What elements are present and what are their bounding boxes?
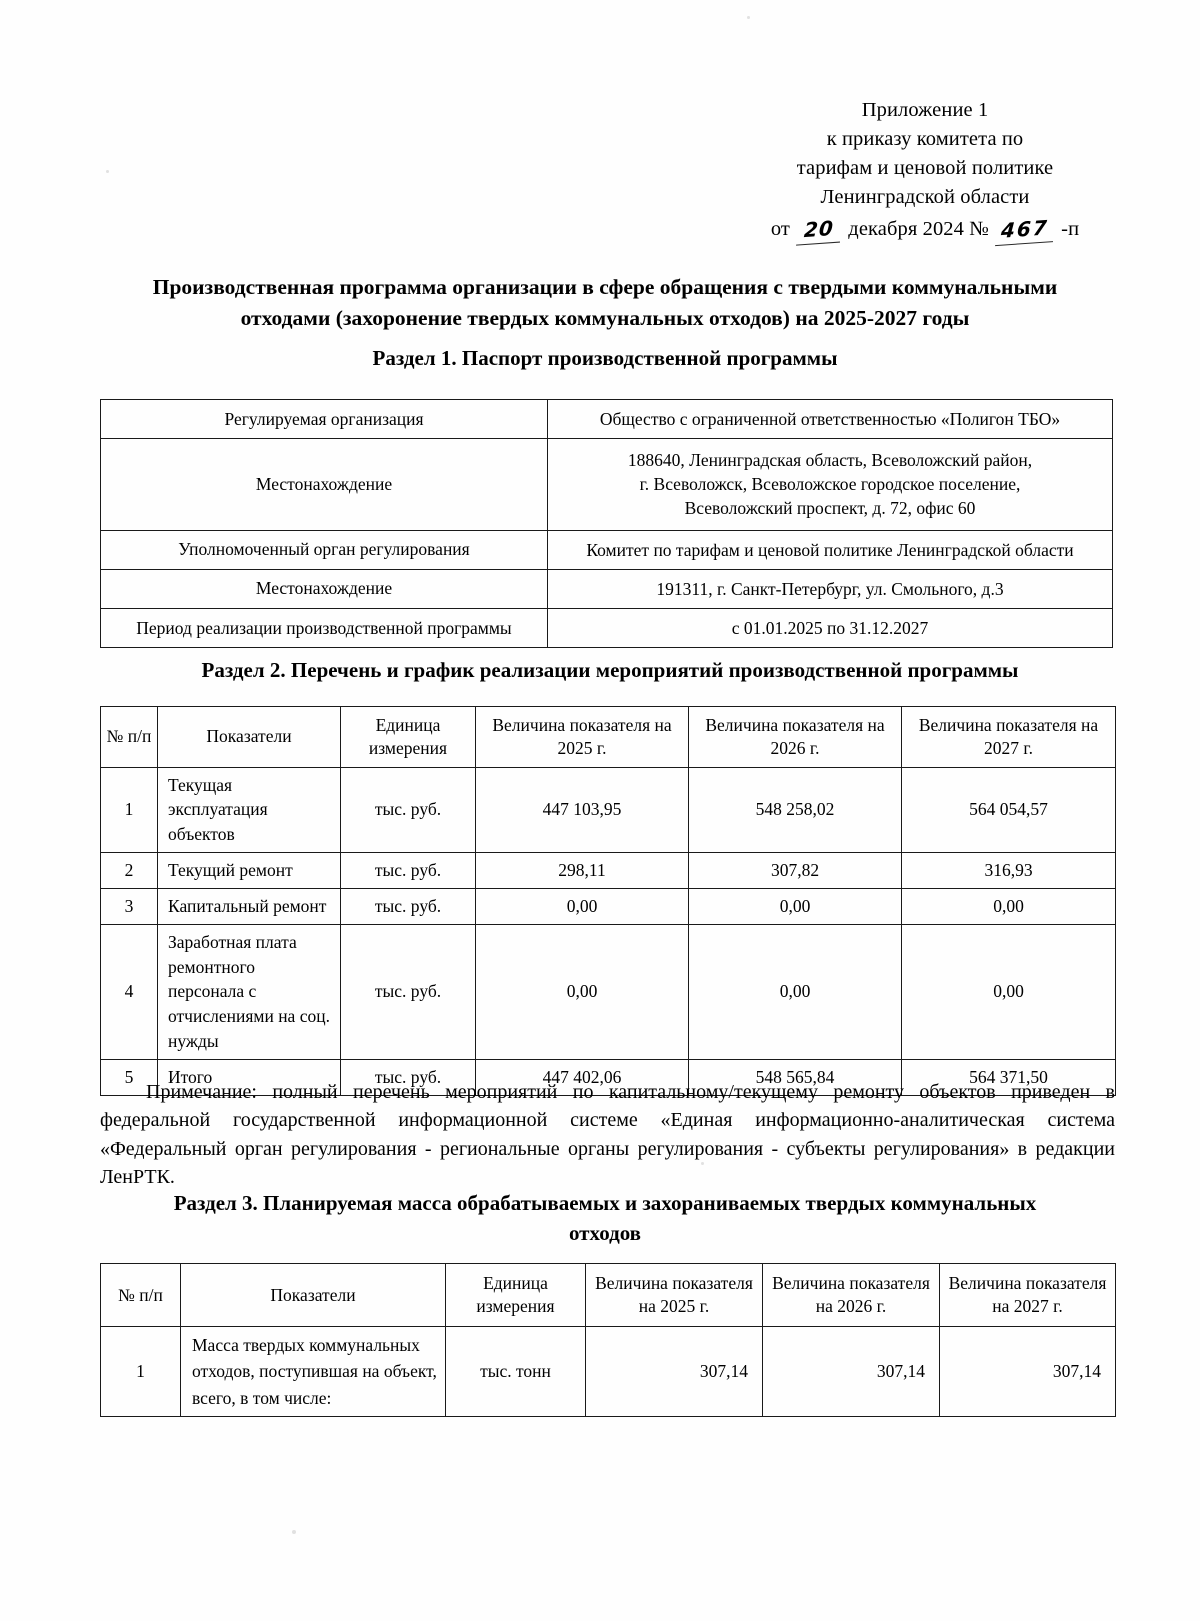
table-row — [101, 767, 1116, 853]
row-number: 1 — [101, 767, 158, 853]
row-indicator-line: персонала с — [168, 981, 257, 1002]
row-indicator — [158, 888, 341, 924]
passport-label: Регулируемая организация — [101, 400, 548, 439]
passport-label: Местонахождение — [101, 569, 548, 608]
document-header — [690, 96, 1160, 245]
table-row — [101, 888, 1116, 924]
row-indicator-line: ремонтного — [168, 956, 255, 977]
row-number: 1 — [101, 1327, 181, 1417]
row-value-2025: 447 402,06 — [476, 1059, 689, 1095]
row-number: 5 — [101, 1059, 158, 1095]
passport-value-line: Всеволожский проспект, д. 72, офис 60 — [684, 498, 976, 519]
row-indicator-line: объектов — [168, 824, 235, 845]
col-header-unit-line: Единица — [483, 1273, 548, 1293]
col-header-2026-line: г. — [876, 1296, 887, 1317]
passport-table-body — [101, 400, 1113, 648]
col-header-2025-line: г. — [699, 1296, 710, 1317]
document-title-line-2: отходами (захоронение твердых коммунальных отходов) на 2025-2027 годы — [240, 306, 970, 331]
passport-value-line: г. Всеволожск, Всеволожское городское поселение, — [639, 474, 1021, 495]
col-header-2026 — [689, 707, 902, 768]
col-header-no: № п/п — [101, 1264, 181, 1327]
col-header-2025-line: показателя на 2025 — [638, 1273, 753, 1317]
col-header-2027-line: Величина показателя — [918, 715, 1077, 735]
section-2-heading: Раздел 2. Перечень и график реализации мероприятий производственной программы — [201, 658, 1019, 682]
passport-table — [100, 399, 1113, 648]
row-indicator-line: Масса твердых — [192, 1335, 305, 1356]
order-reference-line-3: Ленинградской области — [820, 186, 1030, 209]
col-header-2025-line: Величина показателя — [492, 715, 651, 735]
row-value-2027: 0,00 — [902, 924, 1116, 1059]
section-3-heading-line-2: отходов — [568, 1220, 642, 1245]
row-value-2027: 307,14 — [940, 1327, 1116, 1417]
table-row — [101, 400, 1113, 439]
note-paragraph: Примечание: полный перечень мероприятий по капитальному/текущему ремонту объектов приведен в федеральной государственной информационной системе «Единая информационно-аналитическая система «Федеральный орган регулирования - региональные органы регулирования - субъекты регулирования» в редакции ЛенРТК. — [100, 1081, 1115, 1189]
row-value-2026: 0,00 — [689, 924, 902, 1059]
row-number: 3 — [101, 888, 158, 924]
col-header-2026-line: Величина — [772, 1273, 845, 1293]
row-value-2026: 548 258,02 — [689, 767, 902, 853]
col-header-2025 — [476, 707, 689, 768]
row-indicator-line: коммунальных отходов, — [192, 1335, 420, 1382]
order-number-sign: № — [969, 218, 989, 241]
order-date-number-line — [690, 214, 1160, 244]
passport-value — [548, 569, 1113, 608]
col-header-indicator: Показатели — [181, 1264, 446, 1327]
scan-speck — [292, 1530, 296, 1534]
row-value-2027: 0,00 — [902, 888, 1116, 924]
row-indicator-line: ремонт — [273, 895, 327, 916]
row-value-2025: 0,00 — [476, 924, 689, 1059]
row-value-2026: 0,00 — [689, 888, 902, 924]
passport-label: Уполномоченный орган регулирования — [101, 530, 548, 569]
measures-table-body — [101, 767, 1116, 1095]
section-1-heading: Раздел 1. Паспорт производственной программы — [372, 346, 838, 370]
row-indicator-line: Текущая — [168, 774, 233, 795]
order-reference-line-2: тарифам и ценовой политике — [796, 157, 1054, 180]
row-value-2027: 564 054,57 — [902, 767, 1116, 853]
passport-value-line: 191311, г. Санкт-Петербург, ул. Смольного, д.3 — [656, 578, 1004, 599]
row-unit: тыс. руб. — [341, 1059, 476, 1095]
order-number-suffix: -п — [1061, 218, 1080, 241]
scan-speck — [747, 16, 750, 19]
table-header-row — [101, 707, 1116, 768]
passport-value-line: с 01.01.2025 по 31.12.2027 — [731, 617, 929, 638]
passport-value — [548, 400, 1113, 439]
table-row — [101, 924, 1116, 1059]
scan-speck — [106, 170, 109, 173]
passport-value — [548, 608, 1113, 647]
row-indicator-line: всего, в том числе: — [192, 1387, 332, 1408]
row-indicator-line: Текущий ремонт — [168, 860, 293, 881]
col-header-2026 — [763, 1264, 940, 1327]
row-indicator-line: Капитальный — [168, 895, 269, 916]
col-header-no-line: № — [106, 726, 124, 747]
row-indicator-line: Заработная плата — [168, 931, 297, 952]
row-indicator-line: отчислениями на — [168, 1006, 296, 1027]
order-date-prefix: от — [770, 218, 790, 241]
mass-table-body — [101, 1327, 1116, 1417]
col-header-2025-line: Величина — [595, 1273, 668, 1293]
row-indicator — [181, 1327, 446, 1417]
row-number: 4 — [101, 924, 158, 1059]
col-header-2025-line: на 2025 г. — [557, 715, 672, 758]
col-header-unit — [446, 1264, 586, 1327]
measures-table-head — [101, 707, 1116, 768]
passport-value-line: 188640, Ленинградская область, Всеволожский район, — [627, 450, 1033, 471]
order-number-handwritten: 467 — [995, 213, 1055, 247]
row-unit: тыс. тонн — [446, 1327, 586, 1417]
col-header-no — [101, 707, 158, 768]
row-indicator — [158, 853, 341, 889]
row-indicator-line: Итого — [168, 1066, 213, 1087]
appendix-label: Приложение 1 — [861, 99, 989, 121]
col-header-indicator: Показатели — [158, 707, 341, 768]
table-row — [101, 439, 1113, 530]
passport-value-line: Общество с ограниченной ответственностью «Полигон ТБО» — [599, 409, 1061, 429]
col-header-2026-line: на 2026 г. — [770, 715, 885, 758]
row-value-2026: 548 565,84 — [689, 1059, 902, 1095]
table-row — [101, 569, 1113, 608]
measures-table — [100, 706, 1116, 1096]
row-value-2025: 0,00 — [476, 888, 689, 924]
col-header-2027-line: г. — [1053, 1296, 1063, 1317]
section-3-heading-line-1: Раздел 3. Планируемая масса обрабатываемых и захораниваемых твердых коммунальных — [173, 1191, 1037, 1215]
row-value-2026: 307,82 — [689, 853, 902, 889]
passport-value — [548, 530, 1113, 569]
table-row — [101, 853, 1116, 889]
document-title-line-1: Производственная программа организации в сфере обращения с твердыми коммунальными — [152, 275, 1058, 299]
col-header-2026-line: показателя на 2026 — [815, 1273, 930, 1317]
row-unit: тыс. руб. — [341, 924, 476, 1059]
row-indicator-line: эксплуатация — [168, 799, 268, 820]
row-indicator — [158, 924, 341, 1059]
passport-label: Период реализации производственной программы — [101, 608, 548, 647]
col-header-no-line: п/п — [127, 726, 152, 747]
mass-table-head — [101, 1264, 1116, 1327]
row-unit: тыс. руб. — [341, 888, 476, 924]
table-row — [101, 608, 1113, 647]
passport-value — [548, 439, 1113, 530]
col-header-2027-line: на 2027 г. — [984, 715, 1099, 758]
row-unit: тыс. руб. — [341, 767, 476, 853]
row-value-2027: 316,93 — [902, 853, 1116, 889]
row-unit: тыс. руб. — [341, 853, 476, 889]
col-header-unit-line: измерения — [368, 737, 448, 758]
col-header-2025 — [586, 1264, 763, 1327]
passport-value-line: Комитет по тарифам и ценовой политике Ленинградской области — [586, 539, 1074, 560]
col-header-2026-line: Величина показателя — [705, 715, 864, 735]
row-value-2027: 564 371,50 — [902, 1059, 1116, 1095]
col-header-2027 — [940, 1264, 1116, 1327]
row-indicator-line: соц. нужды — [168, 1006, 330, 1052]
section-3-heading — [100, 1189, 1110, 1249]
document-title — [100, 272, 1110, 335]
row-number: 2 — [101, 853, 158, 889]
row-indicator — [158, 767, 341, 853]
order-reference-line-1: к приказу комитета по — [826, 128, 1024, 151]
row-value-2025: 447 103,95 — [476, 767, 689, 853]
table-row — [101, 1327, 1116, 1417]
passport-label: Местонахождение — [101, 439, 548, 530]
order-month-year: декабря 2024 — [848, 218, 965, 241]
row-value-2025: 298,11 — [476, 853, 689, 889]
col-header-2027-line: показателя на 2027 — [992, 1273, 1107, 1317]
col-header-2027-line: Величина — [948, 1273, 1022, 1293]
order-day-handwritten: 20 — [796, 214, 842, 247]
col-header-unit — [341, 707, 476, 768]
row-indicator-line: поступившая на объект, — [259, 1361, 437, 1382]
row-value-2026: 307,14 — [763, 1327, 940, 1417]
table-header-row — [101, 1264, 1116, 1327]
col-header-unit-line: Единица — [375, 715, 441, 735]
col-header-unit-line: измерения — [476, 1296, 555, 1317]
col-header-2027 — [902, 707, 1116, 768]
table-row — [101, 530, 1113, 569]
mass-table — [100, 1263, 1116, 1417]
row-value-2025: 307,14 — [586, 1327, 763, 1417]
